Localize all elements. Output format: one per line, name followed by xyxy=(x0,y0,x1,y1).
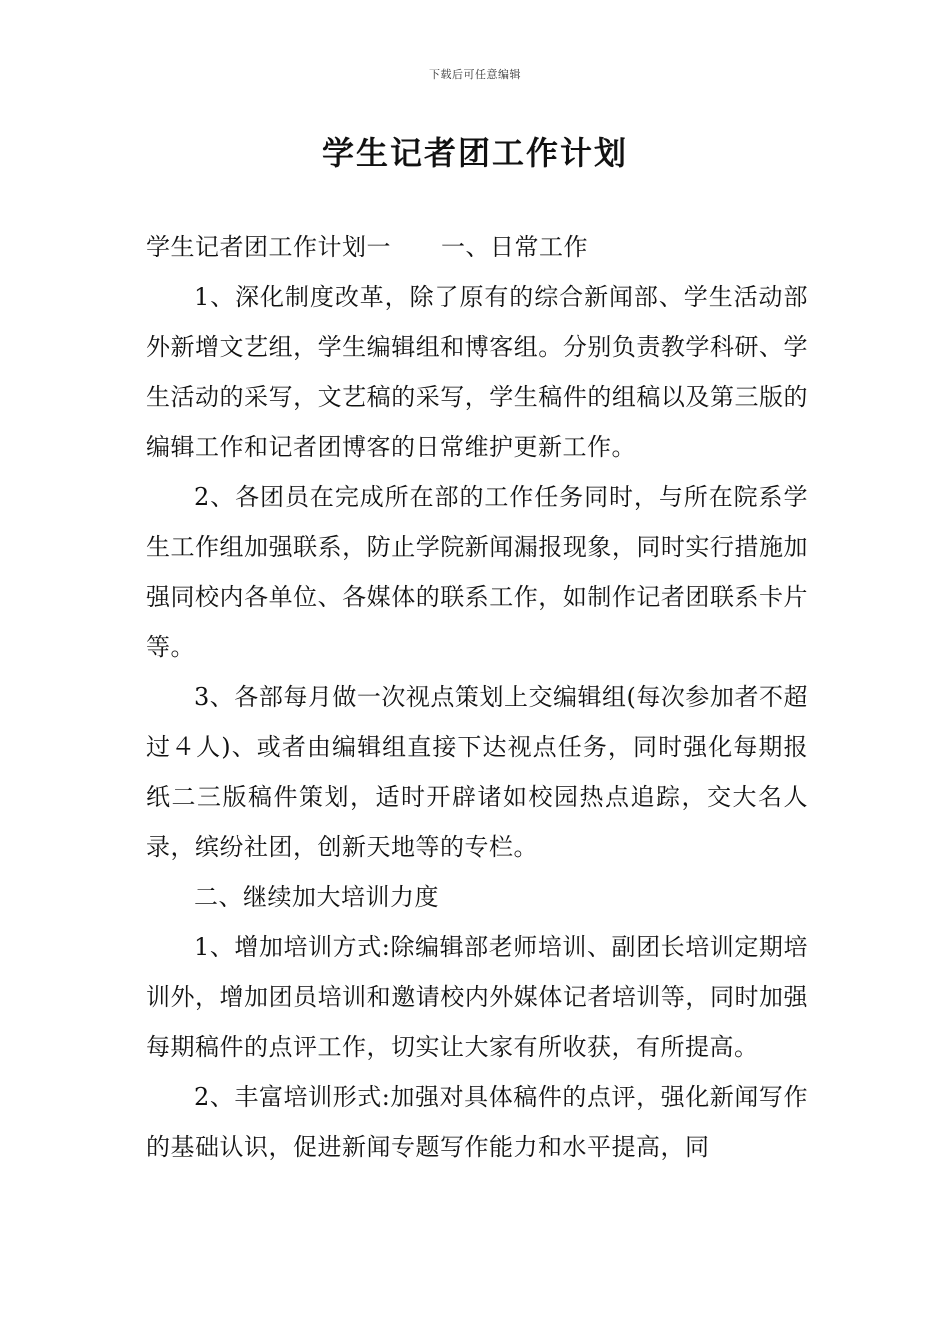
section-heading-1: 一、日常工作 xyxy=(441,233,588,261)
section-heading-2: 二、继续加大培训力度 xyxy=(194,883,439,911)
header-note: 下载后可任意编辑 xyxy=(429,68,521,81)
intro-line xyxy=(146,222,808,272)
paragraph-3: 3、各部每月做一次视点策划上交编辑组(每次参加者不超过４人)、或者由编辑组直接下达视点任务，同时强化每期报纸二三版稿件策划，适时开辟诸如校园热点追踪，交大名人录，缤纷社团，创新天地等的专栏。 xyxy=(146,683,808,861)
paragraph-1: 1、深化制度改革，除了原有的综合新闻部、学生活动部外新增文艺组，学生编辑组和博客组。分别负责教学科研、学生活动的采写，文艺稿的采写，学生稿件的组稿以及第三版的编辑工作和记者团博客的日常维护更新工作。 xyxy=(146,283,808,461)
paragraph-5: 2、丰富培训形式:加强对具体稿件的点评，强化新闻写作的基础认识，促进新闻专题写作能力和水平提高，同 xyxy=(146,1083,808,1161)
paragraph-2: 2、各团员在完成所在部的工作任务同时，与所在院系学生工作组加强联系，防止学院新闻漏报现象，同时实行措施加强同校内各单位、各媒体的联系工作，如制作记者团联系卡片等。 xyxy=(146,483,808,661)
page-title: 学生记者团工作计划 xyxy=(321,134,628,172)
document-body xyxy=(146,222,808,1172)
plan-label: 学生记者团工作计划一 xyxy=(146,233,391,261)
paragraph-4: 1、增加培训方式:除编辑部老师培训、副团长培训定期培训外，增加团员培训和邀请校内外媒体记者培训等，同时加强每期稿件的点评工作，切实让大家有所收获，有所提高。 xyxy=(146,933,808,1061)
